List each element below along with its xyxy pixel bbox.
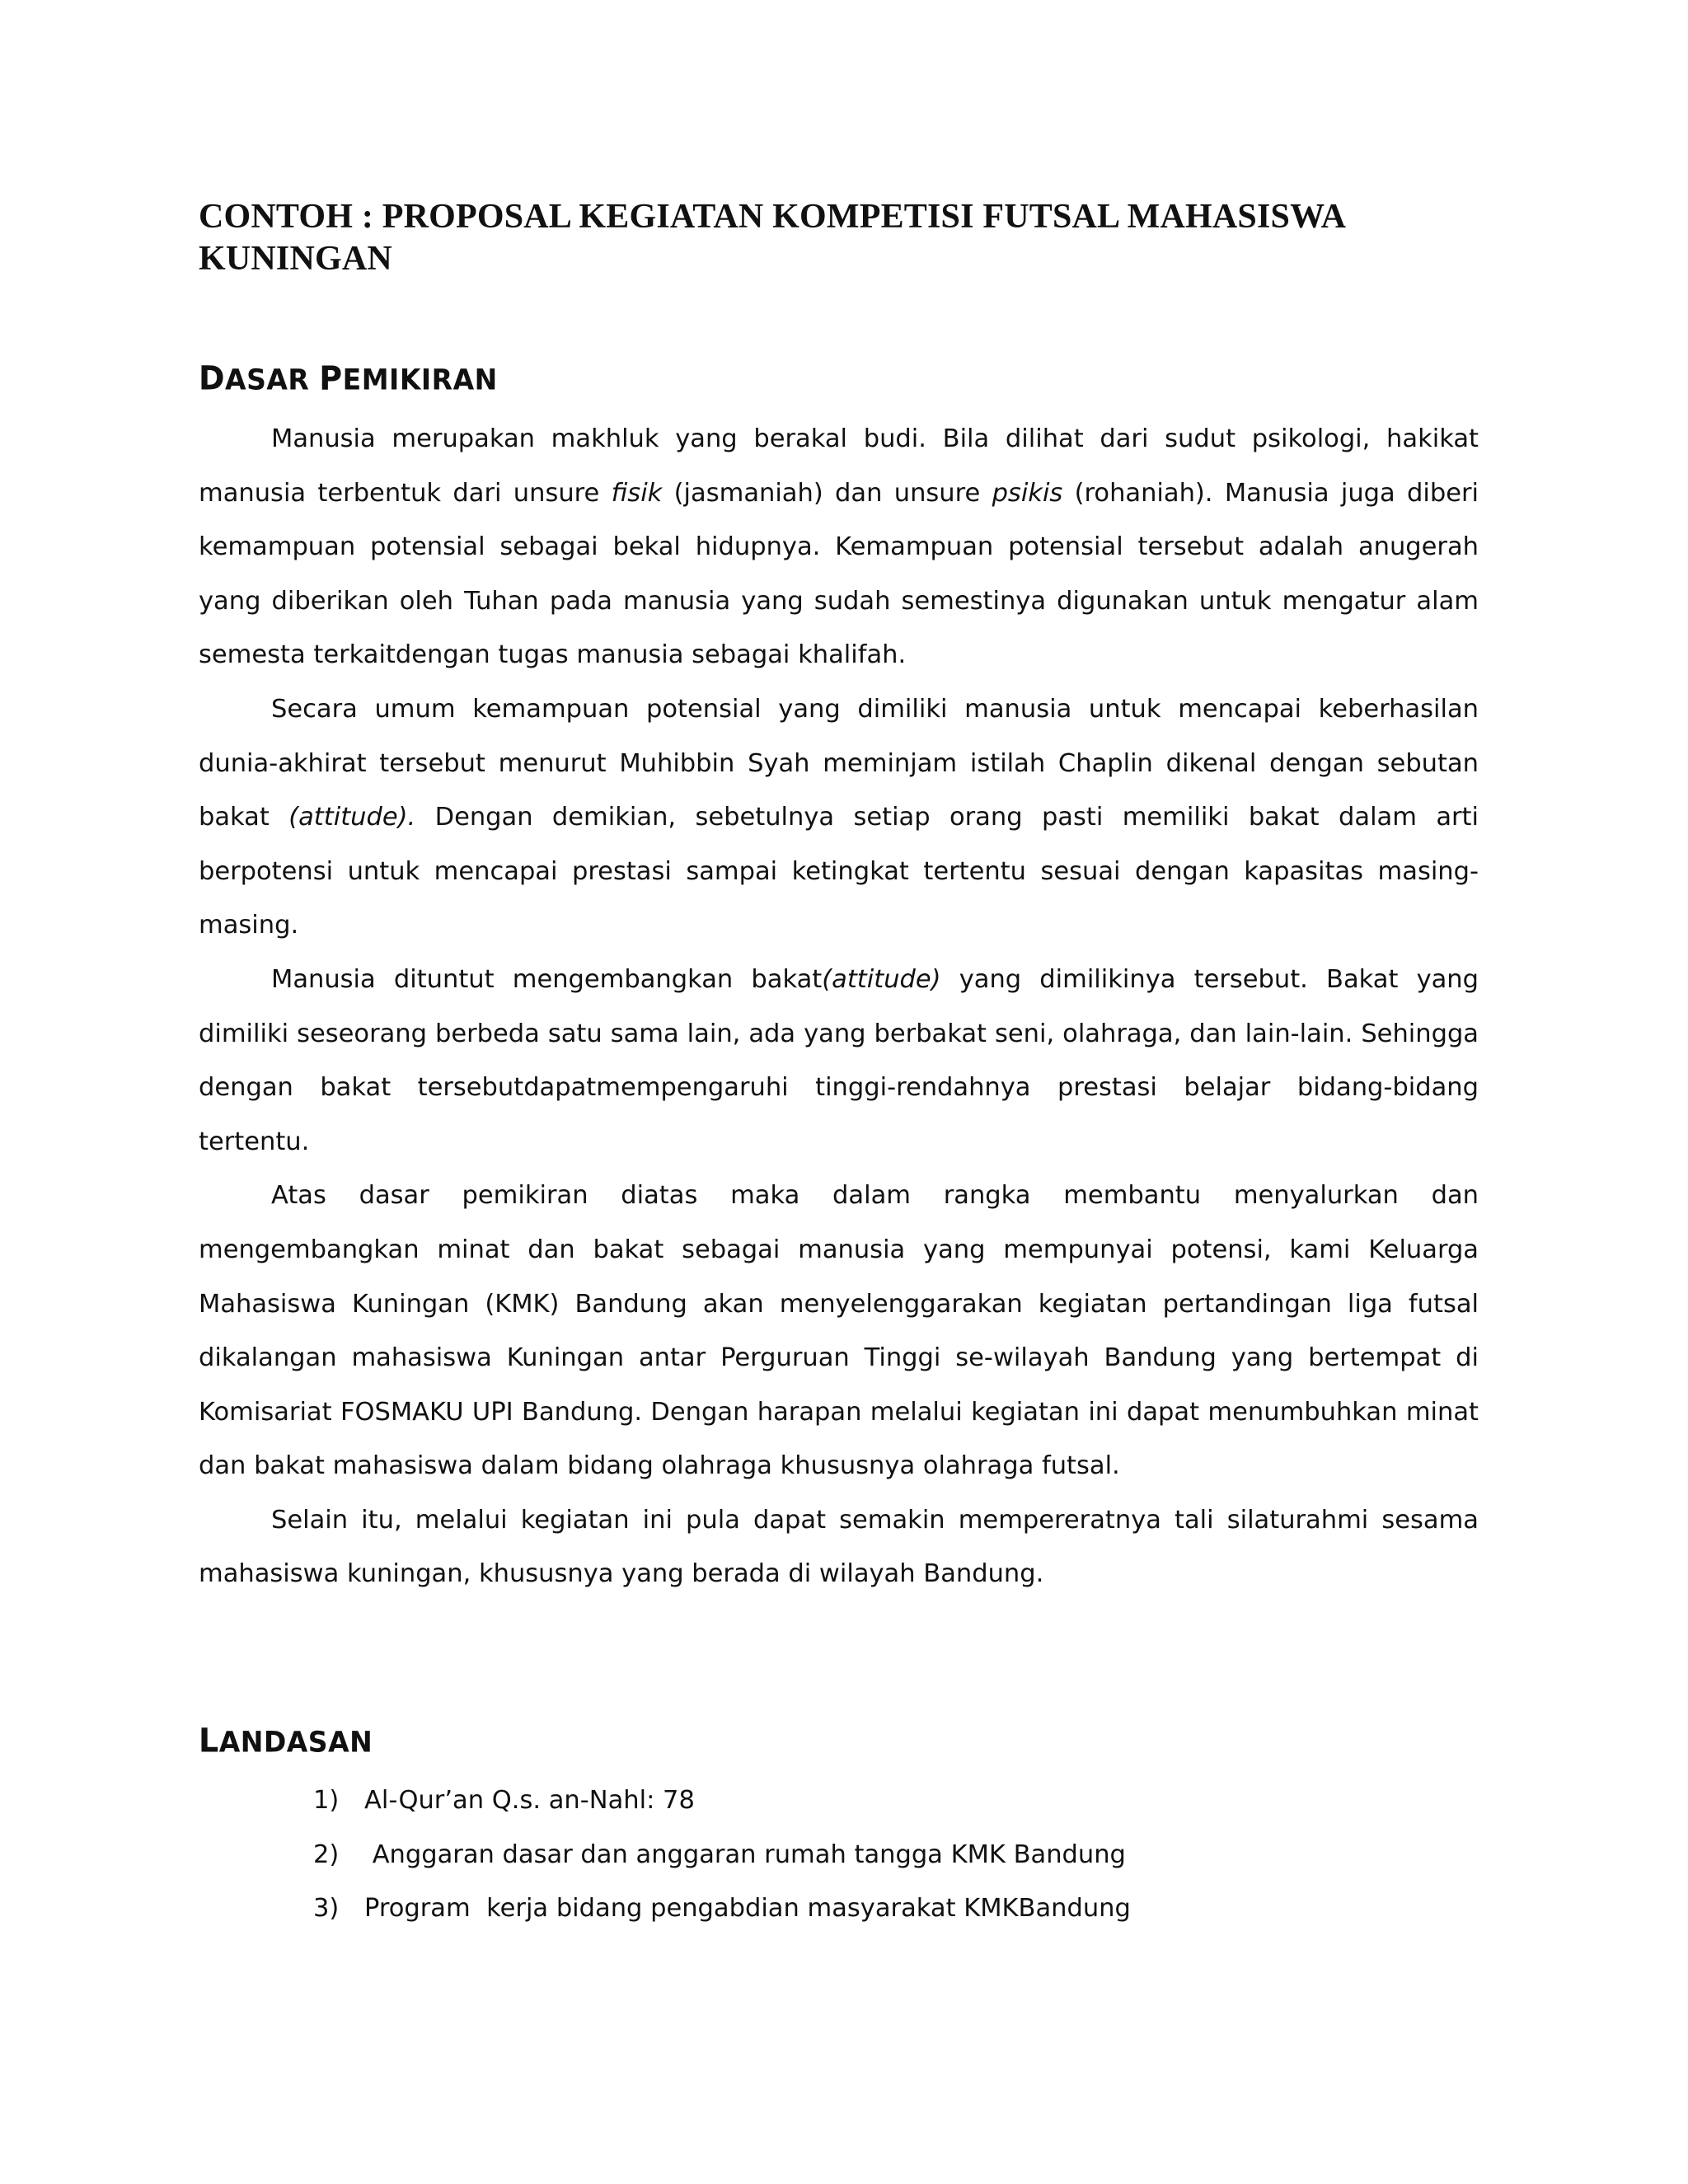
list-item-number: 2) bbox=[313, 1840, 340, 1869]
heading-rest: EMIKIRAN bbox=[342, 363, 498, 397]
landasan-list bbox=[313, 1774, 1131, 1936]
list-item bbox=[313, 1828, 1131, 1882]
list-item-number: 1) bbox=[313, 1786, 340, 1815]
paragraph-1 bbox=[199, 412, 1479, 682]
paragraph-5: Selain itu, melalui kegiatan ini pula dapat semakin mempereratnya tali silaturahmi sesama mahasiswa kuningan, khususnya yang berada di wilayah Bandung. bbox=[199, 1505, 1479, 1589]
list-item-text: Al-Qur’an Q.s. an-Nahl: 78 bbox=[364, 1786, 695, 1815]
list-item bbox=[313, 1774, 1131, 1828]
list-item bbox=[313, 1882, 1131, 1936]
heading-initial: L bbox=[199, 1721, 219, 1760]
section-heading-landasan bbox=[199, 1723, 373, 1760]
paragraph-3-part-c: yang dimilikinya tersebut. Bakat yang dimiliki seseorang berbeda satu sama lain, ada yang berbakat seni, olahraga, dan lain-lain. Sehingga dengan bakat tersebutdapatmempengaruhi tinggi-rendahnya prestasi belajar bidang-bidang tertentu. bbox=[199, 964, 1479, 1156]
document-title: CONTOH : PROPOSAL KEGIATAN KOMPETISI FUTSAL MAHASISWA KUNINGAN bbox=[199, 198, 1344, 278]
paragraph-2-part-a: Secara umum kemampuan potensial yang dimiliki manusia untuk mencapai keberhasilan dunia-akhirat tersebut menurut Muhibbin Syah meminjam istilah Chaplin dikenal dengan sebutan bakat bbox=[199, 694, 1479, 832]
paragraph-1-part-a: Manusia merupakan makhluk yang berakal budi. Bila dilihat dari sudut psikologi, hakikat manusia terbentuk dari unsure bbox=[199, 424, 1479, 508]
heading-rest: ASAR bbox=[225, 363, 320, 397]
paragraph-3 bbox=[199, 953, 1479, 1169]
list-item-number: 3) bbox=[313, 1894, 340, 1924]
term-attitude: (attitude) bbox=[822, 964, 941, 994]
list-item-text: Anggaran dasar dan anggaran rumah tangga KMK Bandung bbox=[364, 1840, 1126, 1869]
term-fisik: fisik bbox=[611, 478, 663, 508]
dasar-pemikiran-body bbox=[199, 412, 1479, 1601]
section-heading-dasar-pemikiran bbox=[199, 361, 498, 397]
paragraph-3-part-a: Manusia dituntut mengembangkan bakat bbox=[271, 964, 823, 994]
paragraph-4: Atas dasar pemikiran diatas maka dalam rangka membantu menyalurkan dan mengembangkan minat dan bakat sebagai manusia yang mempunyai potensi, kami Keluarga Mahasiswa Kuningan (KMK) Bandung akan menyelenggarakan kegiatan pertandingan liga futsal dikalangan mahasiswa Kuningan antar Perguruan Tinggi se-wilayah Bandung yang bertempat di Komisariat FOSMAKU UPI Bandung. Dengan harapan melalui kegiatan ini dapat menumbuhkan minat dan bakat mahasiswa dalam bidang olahraga khususnya olahraga futsal. bbox=[199, 1181, 1479, 1481]
paragraph-2-part-c: Dengan demikian, sebetulnya setiap orang pasti memiliki bakat dalam arti berpotensi untuk mencapai prestasi sampai ketingkat tertentu sesuai dengan kapasitas masing-masing. bbox=[199, 803, 1479, 940]
list-item-text: Program kerja bidang pengabdian masyarakat KMKBandung bbox=[364, 1894, 1131, 1924]
heading-initial: P bbox=[319, 359, 343, 398]
heading-initial: D bbox=[199, 359, 226, 398]
term-attitude: (attitude). bbox=[288, 803, 416, 832]
heading-rest: ANDASAN bbox=[218, 1725, 373, 1760]
paragraph-2 bbox=[199, 682, 1479, 953]
paragraph-1-part-e: (rohaniah). Manusia juga diberi kemampuan potensial sebagai bekal hidupnya. Kemampuan potensial tersebut adalah anugerah yang diberikan oleh Tuhan pada manusia yang sudah semestinya digunakan untuk mengatur alam semesta terkaitdengan tugas manusia sebagai khalifah. bbox=[199, 478, 1479, 670]
paragraph-1-part-c: (jasmaniah) dan unsure bbox=[662, 478, 992, 508]
term-psikis: psikis bbox=[992, 478, 1063, 508]
